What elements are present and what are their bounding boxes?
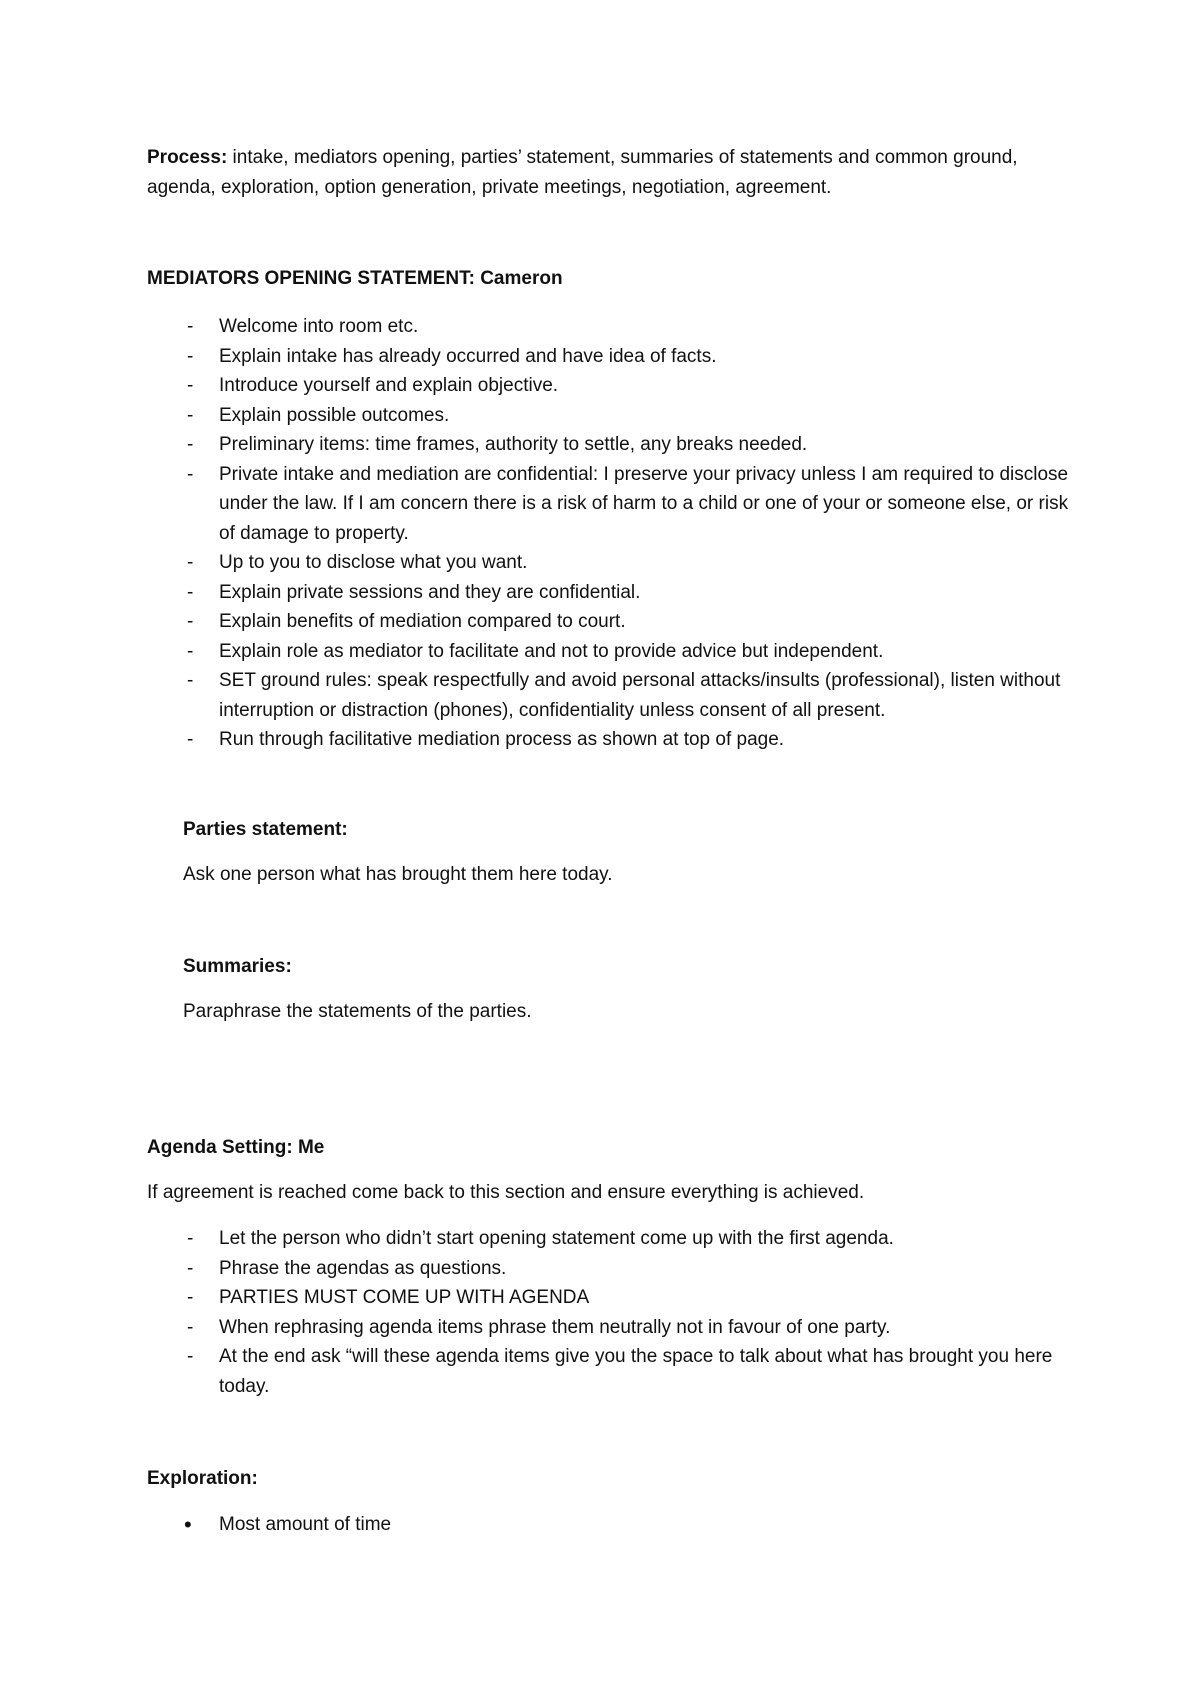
list-item-text: When rephrasing agenda items phrase them neutrally not in favour of one party. [219, 1316, 891, 1338]
list-item [147, 578, 1087, 608]
parties-text: Ask one person what has brought them here today. [183, 864, 613, 885]
list-item-text: Run through facilitative mediation process as shown at top of page. [219, 729, 785, 750]
opening-heading: MEDIATORS OPENING STATEMENT: Cameron [147, 268, 563, 289]
parties-heading: Parties statement: [183, 819, 348, 840]
list-item-text: Up to you to disclose what you want. [219, 552, 528, 573]
list-item [147, 460, 1087, 549]
dash-marker: - [187, 1257, 194, 1279]
list-item [147, 1224, 1087, 1254]
summaries-text: Paraphrase the statements of the parties. [183, 1001, 532, 1022]
list-item [147, 666, 1087, 725]
list-item [147, 607, 1087, 637]
list-item-text: Explain possible outcomes. [219, 404, 450, 426]
dash-marker: - [187, 345, 194, 367]
list-item [147, 430, 1087, 460]
list-item [147, 312, 1087, 342]
list-item-text: Introduce yourself and explain objective. [219, 375, 559, 396]
dash-marker: - [187, 611, 194, 632]
dash-marker: - [187, 670, 194, 691]
bullet-marker: • [184, 1512, 192, 1537]
process-label: Process: [147, 147, 228, 168]
process-text: intake, mediators opening, parties’ statement, summaries of statements and common ground, agenda, exploration, option generation, private meetings, negotiation, agreement. [147, 147, 1018, 198]
dash-marker: - [187, 375, 194, 396]
dash-marker: - [187, 552, 194, 573]
opening-list [147, 312, 1087, 755]
dash-marker: - [187, 581, 194, 603]
list-item-text: Explain private sessions and they are confidential. [219, 581, 641, 603]
list-item-text: SET ground rules: speak respectfully and avoid personal attacks/insults (professional), listen without interruption or distraction (phones), confidentiality unless consent of all present. [219, 670, 1061, 721]
dash-marker: - [187, 729, 194, 750]
list-item-text: PARTIES MUST COME UP WITH AGENDA [219, 1287, 590, 1308]
list-item-text: Welcome into room etc. [219, 316, 419, 337]
dash-marker: - [187, 1316, 194, 1338]
list-item [147, 371, 1087, 401]
process-paragraph [147, 143, 1077, 203]
dash-marker: - [187, 1228, 194, 1249]
list-item-text: Phrase the agendas as questions. [219, 1257, 507, 1279]
dash-marker: - [187, 1346, 194, 1367]
dash-marker: - [187, 434, 194, 455]
list-item [147, 342, 1087, 372]
list-item-text: Explain benefits of mediation compared to court. [219, 611, 626, 632]
list-item-text: Let the person who didn’t start opening statement come up with the first agenda. [219, 1228, 894, 1249]
list-item-text: Explain intake has already occurred and have idea of facts. [219, 345, 717, 367]
agenda-list [147, 1224, 1087, 1401]
list-item-text: Private intake and mediation are confidential: I preserve your privacy unless I am required to disclose under the law. If I am concern there is a risk of harm to a child or one of your or someone else, or risk of damage to property. [219, 463, 1069, 544]
dash-marker: - [187, 640, 194, 662]
summaries-heading: Summaries: [183, 956, 292, 977]
agenda-intro: If agreement is reached come back to this section and ensure everything is achieved. [147, 1182, 865, 1203]
list-item [147, 1342, 1087, 1401]
list-item-text: Most amount of time [219, 1514, 392, 1535]
list-item [147, 637, 1087, 667]
dash-marker: - [187, 316, 194, 337]
dash-marker: - [187, 404, 194, 426]
exploration-list [147, 1510, 1087, 1540]
list-item-text: Explain role as mediator to facilitate and not to provide advice but independent. [219, 640, 884, 662]
dash-marker: - [187, 463, 194, 485]
list-item [147, 1510, 1087, 1540]
list-item-text: At the end ask “will these agenda items give you the space to talk about what has brought you here today. [219, 1346, 1053, 1397]
list-item [147, 1283, 1087, 1313]
list-item [147, 725, 1087, 755]
list-item-text: Preliminary items: time frames, authority to settle, any breaks needed. [219, 434, 808, 455]
exploration-heading: Exploration: [147, 1468, 258, 1489]
dash-marker: - [187, 1287, 194, 1308]
list-item [147, 1313, 1087, 1343]
list-item [147, 401, 1087, 431]
list-item [147, 1254, 1087, 1284]
agenda-heading: Agenda Setting: Me [147, 1137, 325, 1158]
list-item [147, 548, 1087, 578]
